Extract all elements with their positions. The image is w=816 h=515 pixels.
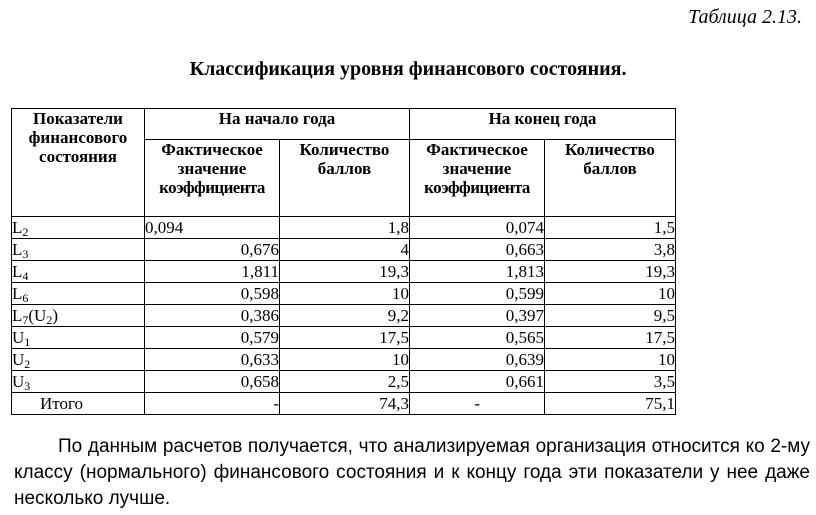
indicator-subscript: 2 <box>22 225 29 239</box>
start-points-cell: 9,2 <box>280 305 410 327</box>
end-points-cell: 1,5 <box>545 217 676 239</box>
start-value-cell: 0,598 <box>145 283 280 305</box>
indicator-subscript-2: 2 <box>46 313 53 327</box>
start-value-cell: 0,658 <box>145 371 280 393</box>
table-row <box>12 305 676 327</box>
end-value-cell: 0,397 <box>410 305 545 327</box>
end-points-cell: 19,3 <box>545 261 676 283</box>
indicator-cell <box>12 327 145 349</box>
indicator-cell <box>12 371 145 393</box>
start-points-cell: 19,3 <box>280 261 410 283</box>
end-points-cell: 3,8 <box>545 239 676 261</box>
header-group-end: На конец года <box>410 109 676 140</box>
indicator-base: L <box>12 284 23 303</box>
indicator-suffix: (U <box>28 306 47 325</box>
end-value-cell: 0,639 <box>410 349 545 371</box>
indicator-cell <box>12 305 145 327</box>
start-points-cell: 1,8 <box>280 217 410 239</box>
indicator-subscript: 4 <box>22 269 29 283</box>
end-points-cell: 17,5 <box>545 327 676 349</box>
end-value-cell: 0,663 <box>410 239 545 261</box>
total-start-value-cell: - <box>145 393 280 415</box>
start-value-cell: 0,633 <box>145 349 280 371</box>
indicator-cell <box>12 283 145 305</box>
table-row <box>12 283 676 305</box>
total-start-points-cell: 74,3 <box>280 393 410 415</box>
indicator-cell <box>12 349 145 371</box>
start-points-cell: 10 <box>280 349 410 371</box>
end-points-cell: 9,5 <box>545 305 676 327</box>
end-value-cell: 0,565 <box>410 327 545 349</box>
indicator-base: L <box>12 262 23 281</box>
header-actual-value-end <box>410 140 545 217</box>
document-title: Классификация уровня финансового состояния. <box>189 58 627 80</box>
start-value-cell: 0,386 <box>145 305 280 327</box>
end-value-cell: 0,661 <box>410 371 545 393</box>
table-row <box>12 349 676 371</box>
start-value-cell: 0,579 <box>145 327 280 349</box>
indicator-subscript: 3 <box>24 379 31 393</box>
header-actual-line2: коэффициента <box>159 178 265 197</box>
indicator-cell <box>12 217 145 239</box>
indicator-base: U <box>12 372 25 391</box>
indicator-close-paren: ) <box>52 306 59 325</box>
header-points-start: Количество баллов <box>280 140 410 217</box>
start-value-cell: 1,811 <box>145 261 280 283</box>
header-actual-value-start <box>145 140 280 217</box>
indicator-base: U <box>12 350 25 369</box>
conclusion-paragraph: По данным расчетов получается, что анализируемая организация относится ко 2-му классу (нормального) финансового состояния и к концу года эти показатели у нее даже несколько лучше. <box>14 436 810 509</box>
header-actual-line2: коэффициента <box>424 178 530 197</box>
end-value-cell: 0,074 <box>410 217 545 239</box>
start-points-cell: 4 <box>280 239 410 261</box>
table-number: Таблица 2.13. <box>688 6 802 28</box>
indicator-subscript: 7 <box>22 313 29 327</box>
header-points-end: Количество баллов <box>545 140 676 217</box>
end-points-cell: 10 <box>545 283 676 305</box>
table-row <box>12 217 676 239</box>
table-row <box>12 327 676 349</box>
end-points-cell: 3,5 <box>545 371 676 393</box>
start-points-cell: 10 <box>280 283 410 305</box>
table-row-total <box>12 393 676 415</box>
header-actual-line1: Фактическое значение <box>426 140 528 178</box>
start-value-cell: 0,094 <box>145 217 280 239</box>
total-end-value-cell: - <box>410 393 545 415</box>
indicator-subscript: 2 <box>24 357 31 371</box>
header-indicator: Показатели финансового состояния <box>12 109 145 217</box>
total-end-points-cell: 75,1 <box>545 393 676 415</box>
table-row <box>12 261 676 283</box>
header-actual-line1: Фактическое значение <box>161 140 263 178</box>
start-points-cell: 17,5 <box>280 327 410 349</box>
indicator-cell <box>12 239 145 261</box>
indicator-base: L <box>12 240 23 259</box>
indicator-subscript: 1 <box>24 335 31 349</box>
indicator-cell <box>12 261 145 283</box>
end-value-cell: 0,599 <box>410 283 545 305</box>
start-points-cell: 2,5 <box>280 371 410 393</box>
indicator-base: L <box>12 218 23 237</box>
header-group-start: На начало года <box>145 109 410 140</box>
indicator-subscript: 6 <box>22 291 29 305</box>
indicator-subscript: 3 <box>22 247 29 261</box>
table-row <box>12 239 676 261</box>
financial-classification-table <box>11 108 676 415</box>
end-points-cell: 10 <box>545 349 676 371</box>
table-row <box>12 371 676 393</box>
start-value-cell: 0,676 <box>145 239 280 261</box>
indicator-base: U <box>12 328 25 347</box>
end-value-cell: 1,813 <box>410 261 545 283</box>
total-label-cell: Итого <box>12 393 145 415</box>
indicator-base: L <box>12 306 23 325</box>
